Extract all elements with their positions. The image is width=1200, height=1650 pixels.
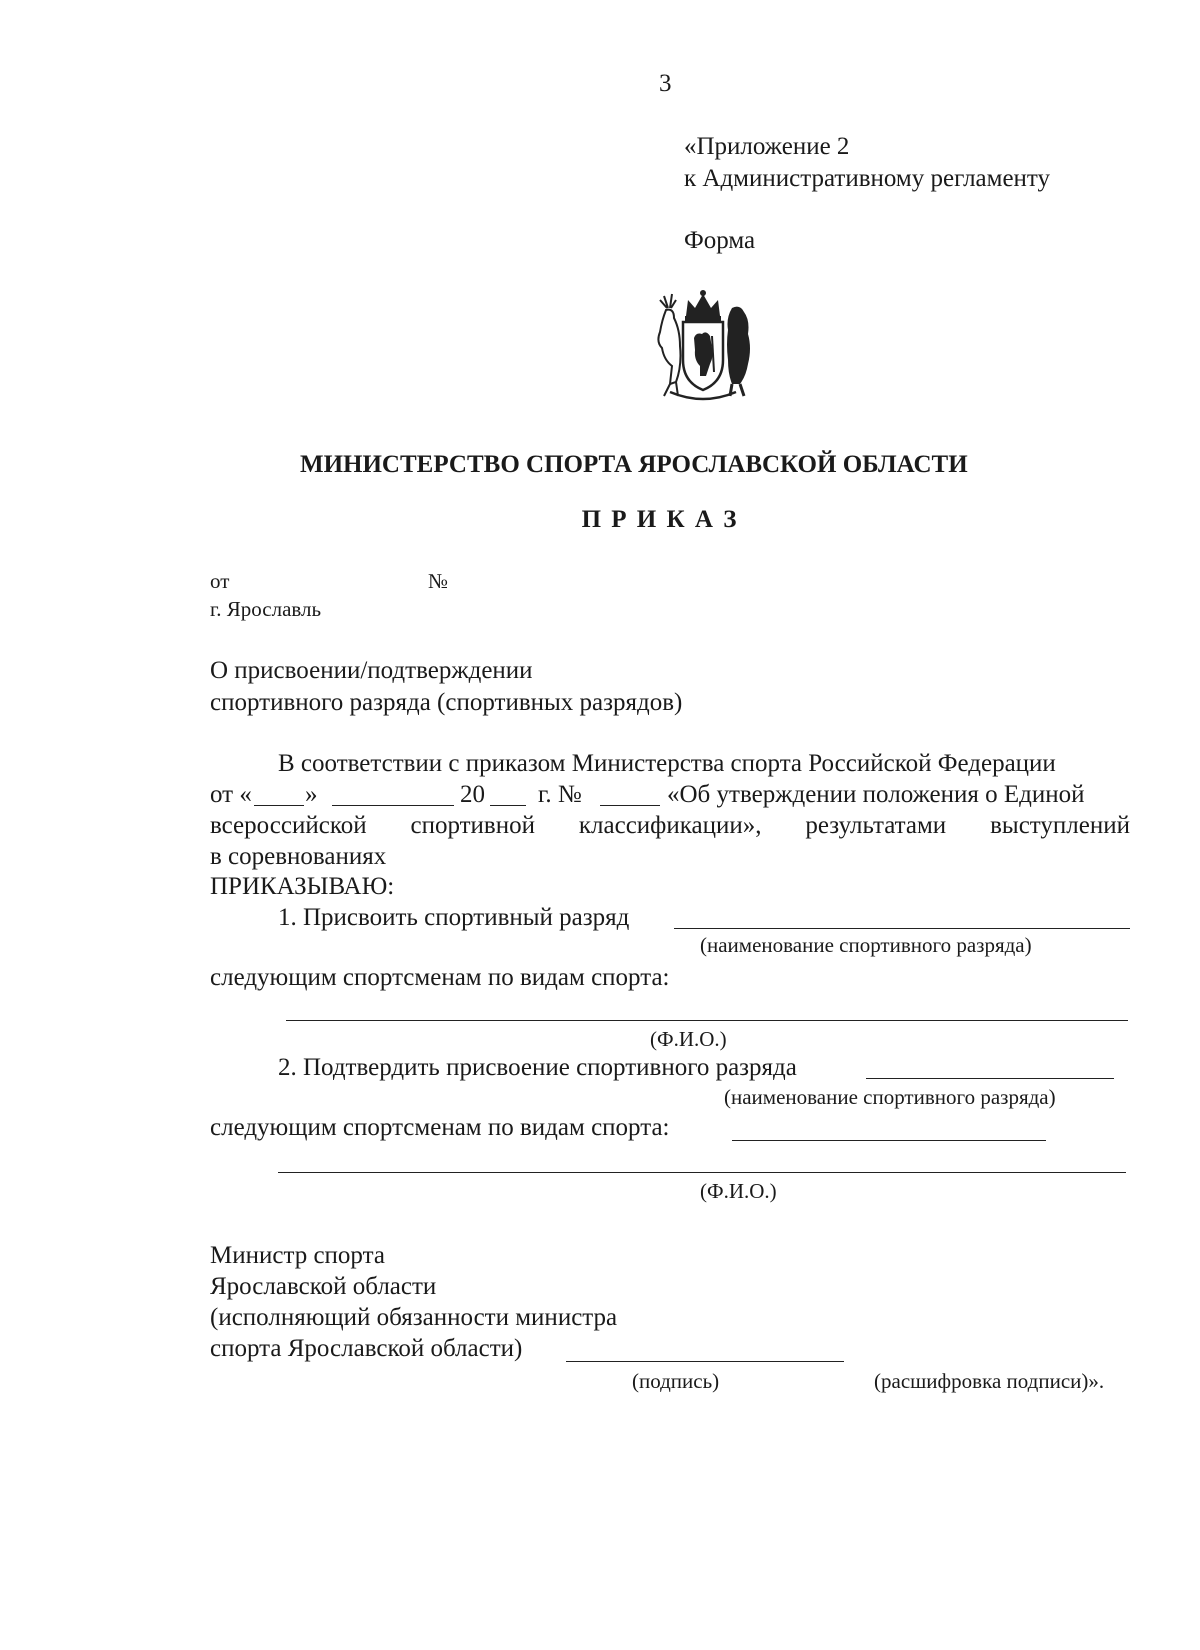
item-2-fio-caption: (Ф.И.О.) bbox=[700, 1179, 777, 1203]
year-blank-line bbox=[490, 805, 526, 806]
signature-line-3: (исполняющий обязанности министра bbox=[210, 1304, 618, 1331]
body-line-4: в соревнованиях bbox=[210, 843, 387, 870]
appendix-line-1: «Приложение 2 bbox=[684, 133, 850, 160]
subject-line-1: О присвоении/подтверждении bbox=[210, 657, 533, 684]
item-1-rank-caption: (наименование спортивного разряда) bbox=[700, 933, 1032, 957]
item-1-text: 1. Присвоить спортивный разряд bbox=[278, 904, 630, 931]
signature-caption: (подпись) bbox=[632, 1369, 720, 1393]
item-2-rank-blank-line bbox=[866, 1078, 1114, 1079]
item-1-rank-blank-line bbox=[674, 928, 1130, 929]
item-2-follow-text: следующим спортсменам по видам спорта: bbox=[210, 1114, 670, 1141]
date-label: от bbox=[210, 569, 230, 593]
signature-line-1: Министр спорта bbox=[210, 1242, 385, 1269]
form-label: Форма bbox=[684, 227, 756, 254]
item-2-text: 2. Подтвердить присвоение спортивного разряда bbox=[278, 1054, 797, 1081]
item-2-fio-blank-line bbox=[278, 1172, 1126, 1173]
day-blank-line bbox=[254, 805, 304, 806]
order-word: ПРИКАЗЫВАЮ: bbox=[210, 873, 395, 900]
page-number: 3 bbox=[659, 70, 672, 97]
signature-decode-caption: (расшифровка подписи)». bbox=[874, 1369, 1105, 1393]
city-label: г. Ярославль bbox=[210, 597, 322, 621]
yaroslavl-coat-of-arms-icon bbox=[640, 286, 766, 406]
signature-blank-line bbox=[566, 1361, 844, 1362]
number-label: № bbox=[428, 569, 449, 593]
order-title: П Р И К А З bbox=[581, 506, 739, 533]
item-2-rank-caption: (наименование спортивного разряда) bbox=[724, 1085, 1056, 1109]
number-blank-line bbox=[600, 805, 660, 806]
item-1-fio-blank-line bbox=[286, 1020, 1128, 1021]
body-line-2-close-quote: » bbox=[305, 781, 318, 808]
item-1-fio-caption: (Ф.И.О.) bbox=[650, 1027, 727, 1051]
appendix-line-2: к Административному регламенту bbox=[684, 165, 1051, 192]
body-line-3-word: всероссийской bbox=[210, 812, 367, 839]
body-line-3-word: спортивной bbox=[410, 812, 535, 839]
body-line-3 bbox=[210, 810, 1130, 841]
signature-line-4: спорта Ярославской области) bbox=[210, 1335, 523, 1362]
month-blank-line bbox=[332, 805, 454, 806]
body-line-2-number: г. № bbox=[538, 781, 582, 808]
ministry-title: МИНИСТЕРСТВО СПОРТА ЯРОСЛАВСКОЙ ОБЛАСТИ bbox=[300, 451, 968, 478]
item-2-sport-blank-line bbox=[732, 1140, 1046, 1141]
item-1-follow-text: следующим спортсменам по видам спорта: bbox=[210, 964, 670, 991]
subject-line-2: спортивного разряда (спортивных разрядов) bbox=[210, 689, 683, 716]
signature-line-2: Ярославской области bbox=[210, 1273, 437, 1300]
body-line-2-century: 20 bbox=[460, 781, 485, 808]
body-line-3-word: результатами bbox=[805, 812, 947, 839]
body-line-2-title: «Об утверждении положения о Единой bbox=[667, 781, 1085, 808]
body-line-2-from: от « bbox=[210, 781, 252, 808]
body-line-3-word: классификации», bbox=[578, 812, 762, 839]
body-line-1: В соответствии с приказом Министерства спорта Российской Федерации bbox=[278, 750, 1056, 777]
body-line-3-word: выступлений bbox=[990, 812, 1130, 839]
